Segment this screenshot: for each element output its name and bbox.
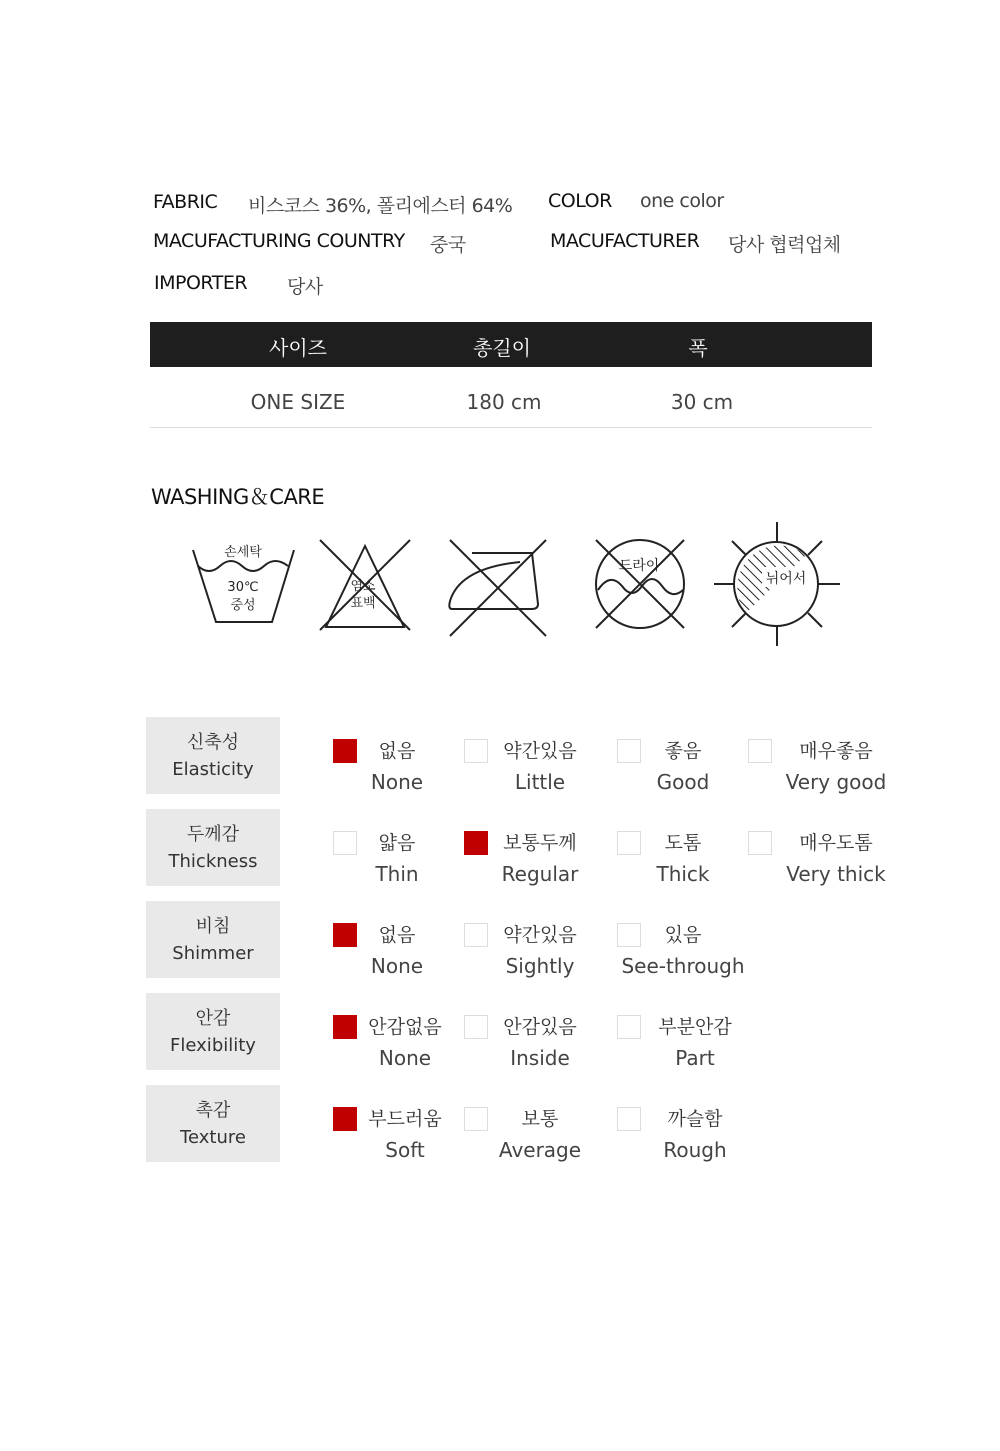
hand-wash-label: 손세탁 bbox=[224, 545, 262, 560]
option-label-en: Thin bbox=[375, 862, 419, 886]
option-label-en: Thick bbox=[656, 862, 710, 886]
option-label-en: None bbox=[378, 1046, 432, 1070]
option-label-en: Regular bbox=[501, 862, 579, 886]
option-label-en: Sightly bbox=[505, 954, 575, 978]
option-label bbox=[621, 923, 744, 979]
option-label-ko: 좋음 bbox=[664, 740, 702, 762]
option-label bbox=[371, 739, 423, 795]
importer-label: IMPORTER bbox=[154, 272, 248, 294]
option-checkbox[interactable] bbox=[333, 739, 357, 763]
option-checkbox[interactable] bbox=[617, 831, 641, 855]
option-checkbox[interactable] bbox=[464, 739, 488, 763]
option-label bbox=[663, 1107, 726, 1163]
importer-value: 당사 bbox=[287, 276, 323, 298]
option-label-ko: 보통두께 bbox=[503, 832, 577, 854]
divider bbox=[150, 427, 872, 428]
no-dry-clean-icon bbox=[596, 540, 684, 628]
option-label-ko: 얇음 bbox=[378, 832, 416, 854]
option-label bbox=[657, 739, 710, 795]
attribute-name-ko: 안감 bbox=[195, 1007, 231, 1029]
bleach-label-1: 염소 bbox=[350, 579, 376, 594]
option-label-ko: 보통 bbox=[521, 1108, 559, 1130]
dry-in-shade-label: 뉘어서 bbox=[765, 571, 807, 587]
option-label-en: Very good bbox=[785, 770, 887, 794]
country-label: MACUFACTURING COUNTRY bbox=[153, 230, 405, 252]
option-label-ko: 안감없음 bbox=[368, 1016, 442, 1038]
option-label bbox=[499, 1107, 581, 1163]
attribute-label bbox=[146, 1085, 280, 1162]
hand-wash-temp: 30℃ bbox=[227, 580, 259, 595]
size-header-size: 사이즈 bbox=[269, 336, 327, 360]
option-label bbox=[658, 1015, 731, 1071]
option-checkbox[interactable] bbox=[748, 739, 772, 763]
option-label bbox=[503, 923, 576, 979]
country-value: 중국 bbox=[430, 234, 466, 256]
option-label-ko: 매우좋음 bbox=[799, 740, 873, 762]
option-label bbox=[786, 831, 886, 887]
option-label-en: Soft bbox=[385, 1138, 425, 1162]
option-label-en: Part bbox=[675, 1046, 715, 1070]
option-checkbox[interactable] bbox=[748, 831, 772, 855]
option-label bbox=[375, 831, 418, 887]
option-label-ko: 부분안감 bbox=[658, 1016, 732, 1038]
option-label-en: Very thick bbox=[786, 862, 886, 886]
option-checkbox[interactable] bbox=[464, 923, 488, 947]
option-checkbox[interactable] bbox=[333, 923, 357, 947]
attribute-name-en: Shimmer bbox=[172, 942, 254, 964]
dry-clean-label: 드라이 bbox=[618, 558, 660, 574]
manufacturer-value: 당사 협력업체 bbox=[728, 234, 841, 256]
size-cell-width: 30 cm bbox=[670, 390, 734, 414]
option-label bbox=[368, 1015, 441, 1071]
attribute-name-en: Texture bbox=[180, 1126, 246, 1148]
option-label-ko: 있음 bbox=[664, 924, 702, 946]
attribute-name-en: Flexibility bbox=[170, 1034, 256, 1056]
option-checkbox[interactable] bbox=[333, 1107, 357, 1131]
option-checkbox[interactable] bbox=[333, 831, 357, 855]
option-label bbox=[503, 1015, 576, 1071]
attribute-label bbox=[146, 993, 280, 1070]
option-label-en: None bbox=[370, 770, 424, 794]
option-label bbox=[368, 1107, 441, 1163]
option-label bbox=[786, 739, 887, 795]
option-label-ko: 없음 bbox=[378, 740, 416, 762]
attribute-name-ko: 신축성 bbox=[186, 731, 240, 753]
option-label bbox=[371, 923, 423, 979]
attribute-label bbox=[146, 901, 280, 978]
washing-title: WASHING＆CARE bbox=[151, 485, 325, 509]
option-checkbox[interactable] bbox=[617, 1107, 641, 1131]
hand-wash-detergent: 중성 bbox=[230, 598, 256, 613]
option-label-en: Little bbox=[514, 770, 566, 794]
option-label-ko: 도톰 bbox=[664, 832, 702, 854]
option-checkbox[interactable] bbox=[617, 739, 641, 763]
size-header-width: 폭 bbox=[688, 336, 708, 360]
option-label bbox=[502, 831, 579, 887]
color-label: COLOR bbox=[548, 190, 612, 212]
manufacturer-label: MACUFACTURER bbox=[550, 230, 700, 252]
option-label-en: None bbox=[370, 954, 424, 978]
option-label bbox=[656, 831, 709, 887]
size-cell-size: ONE SIZE bbox=[250, 390, 346, 414]
option-label-ko: 매우도톰 bbox=[799, 832, 873, 854]
no-iron-icon bbox=[449, 540, 546, 636]
size-header-length: 총길이 bbox=[473, 336, 531, 360]
option-checkbox[interactable] bbox=[617, 1015, 641, 1039]
option-checkbox[interactable] bbox=[464, 1107, 488, 1131]
attribute-name-en: Elasticity bbox=[172, 758, 254, 780]
attribute-name-ko: 두께감 bbox=[186, 823, 240, 845]
option-label-en: Good bbox=[656, 770, 710, 794]
fabric-value: 비스코스 36%, 폴리에스터 64% bbox=[248, 195, 513, 217]
option-label-ko: 약간있음 bbox=[503, 924, 577, 946]
option-label-en: See-through bbox=[621, 954, 745, 978]
option-label-en: Inside bbox=[510, 1046, 570, 1070]
bleach-label-2: 표백 bbox=[350, 596, 376, 611]
option-label-ko: 부드러움 bbox=[368, 1108, 442, 1130]
option-label-en: Rough bbox=[663, 1138, 727, 1162]
option-label-ko: 약간있음 bbox=[503, 740, 577, 762]
size-cell-length: 180 cm bbox=[466, 390, 542, 414]
attribute-label bbox=[146, 809, 280, 886]
fabric-label: FABRIC bbox=[153, 191, 218, 213]
option-label-ko: 까슬함 bbox=[667, 1108, 723, 1130]
option-label-ko: 안감있음 bbox=[503, 1016, 577, 1038]
option-label bbox=[503, 739, 576, 795]
option-label-en: Average bbox=[498, 1138, 582, 1162]
attribute-label bbox=[146, 717, 280, 794]
washing-icons bbox=[180, 520, 860, 650]
attribute-name-ko: 촉감 bbox=[195, 1099, 231, 1121]
option-checkbox[interactable] bbox=[464, 831, 488, 855]
option-label-ko: 없음 bbox=[378, 924, 416, 946]
option-checkbox[interactable] bbox=[464, 1015, 488, 1039]
attribute-name-en: Thickness bbox=[168, 850, 258, 872]
attribute-name-ko: 비침 bbox=[195, 915, 231, 937]
option-checkbox[interactable] bbox=[333, 1015, 357, 1039]
color-value: one color bbox=[640, 190, 724, 212]
